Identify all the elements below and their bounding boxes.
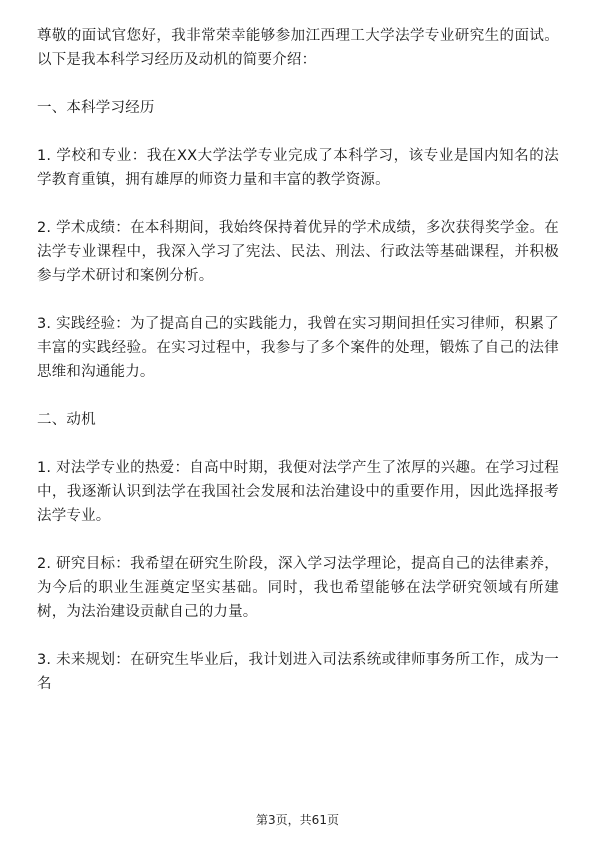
document-body (37, 24, 559, 720)
intro-paragraph: 尊敬的面试官您好，我非常荣幸能够参加江西理工大学法学专业研究生的面试。以下是我本科学习经历及动机的简要介绍： (37, 28, 559, 68)
paragraph-academic-performance: 2. 学术成绩：在本科期间，我始终保持着优异的学术成绩，多次获得奖学金。在法学专业课程中，我深入学习了宪法、民法、刑法、行政法等基础课程，并积极参与学术研讨和案例分析。 (37, 220, 559, 284)
page-indicator: 第3页，共61页 (256, 813, 339, 827)
paragraph-future-plans: 3. 未来规划：在研究生毕业后，我计划进入司法系统或律师事务所工作，成为一名 (37, 652, 559, 692)
paragraph-practical-experience: 3. 实践经验：为了提高自己的实践能力，我曾在实习期间担任实习律师，积累了丰富的实践经验。在实习过程中，我参与了多个案件的处理，锻炼了自己的法律思维和沟通能力。 (37, 316, 559, 380)
page-footer (0, 812, 595, 828)
paragraph-research-goals: 2. 研究目标：我希望在研究生阶段，深入学习法学理论，提高自己的法律素养，为今后的职业生涯奠定坚实基础。同时，我也希望能够在法学研究领域有所建树，为法治建设贡献自己的力量。 (37, 556, 559, 620)
section-heading-motivation: 二、动机 (37, 412, 96, 428)
paragraph-passion-for-law: 1. 对法学专业的热爱：自高中时期，我便对法学产生了浓厚的兴趣。在学习过程中，我逐渐认识到法学在我国社会发展和法治建设中的重要作用，因此选择报考法学专业。 (37, 460, 559, 524)
section-heading-undergraduate: 一、本科学习经历 (37, 100, 155, 116)
paragraph-school-major: 1. 学校和专业：我在XX大学法学专业完成了本科学习，该专业是国内知名的法学教育重镇，拥有雄厚的师资力量和丰富的教学资源。 (37, 148, 559, 188)
